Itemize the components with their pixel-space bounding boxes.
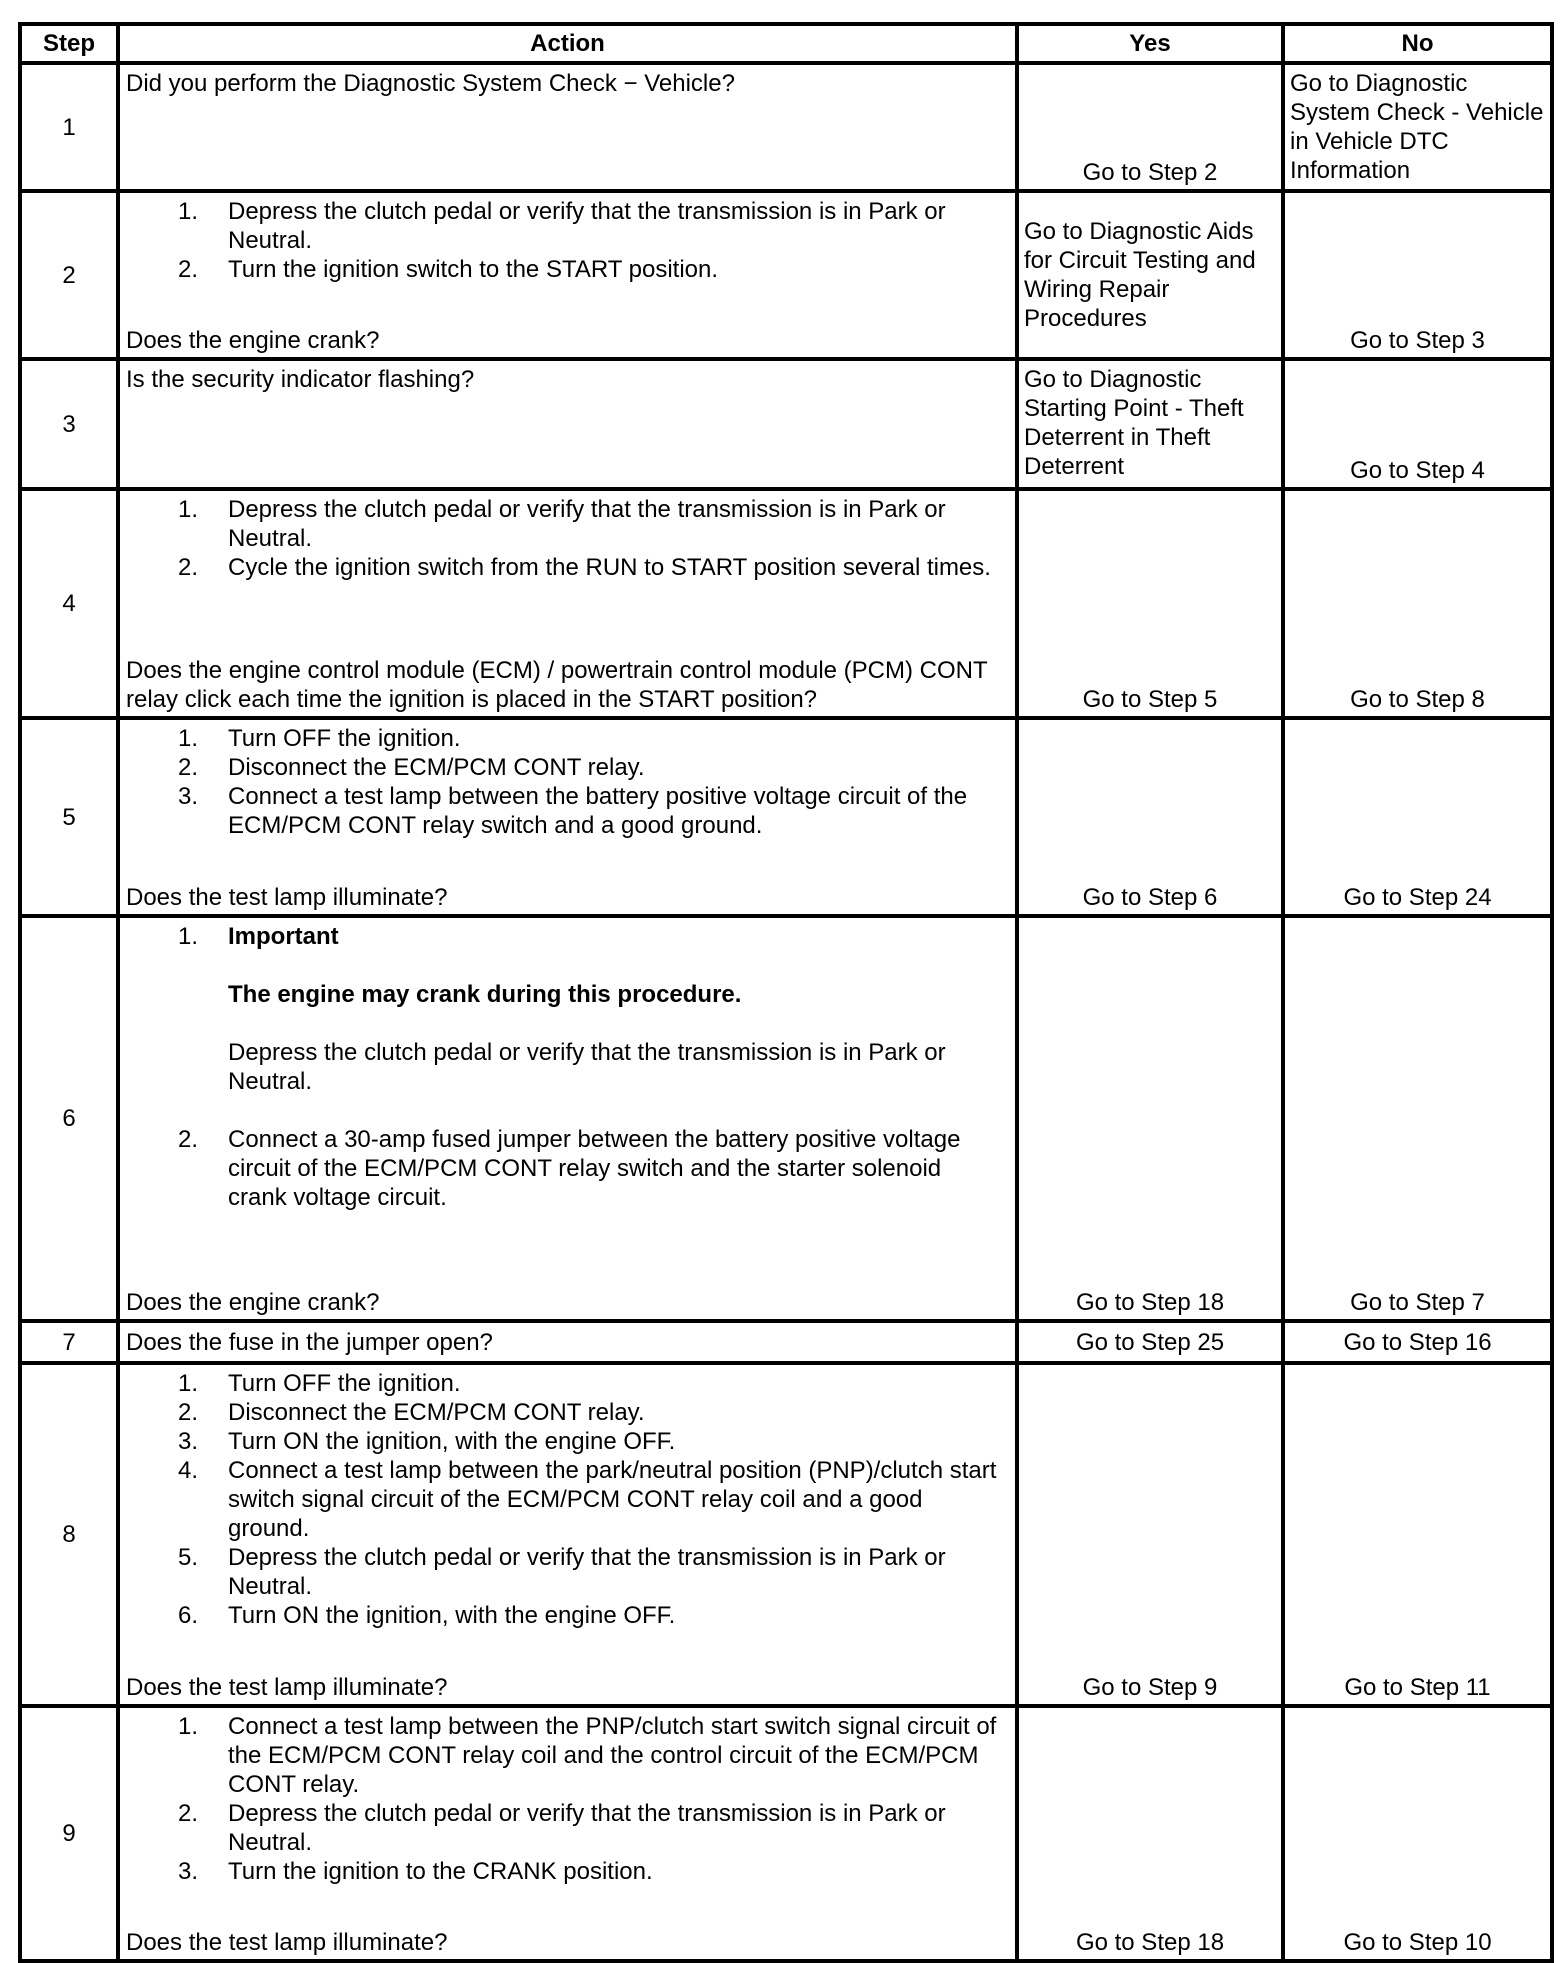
no-cell — [1283, 1706, 1552, 1961]
action-steps-list — [126, 495, 1009, 582]
action-question: Does the engine crank? — [126, 327, 380, 354]
yes-cell — [1017, 63, 1283, 191]
no-cell — [1283, 916, 1552, 1321]
action-steps-list — [126, 1712, 1009, 1886]
step-number: 3 — [20, 359, 118, 489]
action-cell — [118, 489, 1017, 718]
yes-goto-link[interactable]: Go to Step 2 — [1082, 159, 1218, 186]
header-action: Action — [118, 24, 1017, 63]
action-steps-list — [126, 724, 1009, 840]
no-goto-link[interactable]: Go to Step 4 — [1350, 457, 1485, 484]
header-no: No — [1283, 24, 1552, 63]
yes-goto-link[interactable]: Go to Step 18 — [1075, 1289, 1225, 1316]
table-row — [20, 63, 1552, 191]
table-row — [20, 359, 1552, 489]
important-note: The engine may crank during this procedure. — [228, 981, 742, 1008]
list-item: 2. Turn the ignition switch to the START position. — [177, 256, 719, 283]
step-number: 6 — [20, 916, 118, 1321]
action-question: Does the engine control module (ECM) / powertrain control module (PCM) CONT relay click each time the ignition is placed in the START position? — [126, 657, 988, 713]
table-row — [20, 916, 1552, 1321]
list-item-text: Depress the clutch pedal or verify that the transmission is in Park or Neutral. — [228, 1039, 946, 1095]
action-question: Is the security indicator flashing? — [126, 366, 475, 393]
list-item: 1. Turn OFF the ignition. — [177, 1370, 461, 1397]
table-row — [20, 489, 1552, 718]
yes-cell — [1017, 718, 1283, 916]
yes-goto-link[interactable]: Go to Step 5 — [1082, 686, 1218, 713]
action-question: Did you perform the Diagnostic System Check − Vehicle? — [126, 70, 735, 97]
table-row — [20, 718, 1552, 916]
no-cell — [1283, 359, 1552, 489]
no-cell — [1283, 1363, 1552, 1706]
action-steps-list — [126, 922, 1009, 1212]
step-number: 8 — [20, 1363, 118, 1706]
header-step: Step — [20, 24, 118, 63]
no-goto-link[interactable]: Go to Step 7 — [1350, 1289, 1485, 1316]
list-item: 5. Depress the clutch pedal or verify that the transmission is in Park or Neutral. — [177, 1544, 946, 1600]
yes-cell — [1017, 489, 1283, 718]
action-question: Does the fuse in the jumper open? — [126, 1328, 493, 1356]
action-cell — [118, 1321, 1017, 1363]
list-item: 2. Cycle the ignition switch from the RUN to START position several times. — [177, 554, 991, 581]
no-cell — [1283, 1321, 1552, 1363]
list-item: 6. Turn ON the ignition, with the engine OFF. — [177, 1602, 676, 1629]
yes-cell — [1017, 191, 1283, 359]
no-goto-link[interactable]: Go to Step 3 — [1350, 327, 1485, 354]
step-number: 2 — [20, 191, 118, 359]
yes-goto-link[interactable]: Go to Diagnostic Starting Point - Theft Deterrent in Theft Deterrent — [1024, 366, 1244, 480]
list-item: 2. Disconnect the ECM/PCM CONT relay. — [177, 754, 645, 781]
action-cell — [118, 718, 1017, 916]
no-goto-link[interactable]: Go to Step 10 — [1343, 1929, 1492, 1956]
yes-cell — [1017, 359, 1283, 489]
list-item: 2. Depress the clutch pedal or verify that the transmission is in Park or Neutral. — [177, 1800, 946, 1856]
list-item: 1. Depress the clutch pedal or verify that the transmission is in Park or Neutral. — [177, 198, 946, 254]
yes-goto-link[interactable]: Go to Step 18 — [1075, 1929, 1225, 1956]
header-yes: Yes — [1017, 24, 1283, 63]
no-goto-link[interactable]: Go to Diagnostic System Check - Vehicle in Vehicle DTC Information — [1290, 70, 1544, 184]
action-steps-list — [126, 197, 1009, 284]
list-item: 3. Turn the ignition to the CRANK position. — [177, 1858, 653, 1885]
yes-goto-link[interactable]: Go to Diagnostic Aids for Circuit Testing and Wiring Repair Procedures — [1024, 218, 1256, 332]
yes-goto-link[interactable]: Go to Step 25 — [1075, 1328, 1225, 1356]
list-item: 4. Connect a test lamp between the park/neutral position (PNP)/clutch start switch signal circuit of the ECM/PCM CONT relay coil and a good ground. — [177, 1457, 997, 1542]
action-cell — [118, 191, 1017, 359]
action-question: Does the engine crank? — [126, 1289, 380, 1316]
action-steps-list — [126, 1369, 1009, 1630]
action-cell — [118, 359, 1017, 489]
step-number: 1 — [20, 63, 118, 191]
yes-cell — [1017, 1321, 1283, 1363]
list-item: 3. Connect a test lamp between the battery positive voltage circuit of the ECM/PCM CONT relay switch and a good ground. — [177, 783, 968, 839]
action-cell — [118, 1363, 1017, 1706]
step-number: 9 — [20, 1706, 118, 1961]
action-cell — [118, 916, 1017, 1321]
table-row — [20, 1321, 1552, 1363]
important-label: Important — [228, 923, 339, 950]
table-row — [20, 1706, 1552, 1961]
step-number: 4 — [20, 489, 118, 718]
table-row — [20, 1363, 1552, 1706]
yes-goto-link[interactable]: Go to Step 9 — [1082, 1674, 1218, 1701]
action-cell — [118, 1706, 1017, 1961]
no-goto-link[interactable]: Go to Step 8 — [1350, 686, 1485, 713]
no-goto-link[interactable]: Go to Step 11 — [1344, 1674, 1491, 1701]
yes-goto-link[interactable]: Go to Step 6 — [1082, 884, 1218, 911]
list-item: 1. Important The engine may crank during this procedure. Depress the clutch pedal or verify that the transmission is in Park or Neutral. — [126, 922, 1009, 1125]
no-cell — [1283, 489, 1552, 718]
action-question: Does the test lamp illuminate? — [126, 1674, 448, 1701]
action-question: Does the test lamp illuminate? — [126, 1929, 448, 1956]
list-item: 2. Disconnect the ECM/PCM CONT relay. — [177, 1399, 645, 1426]
yes-cell — [1017, 916, 1283, 1321]
header-row — [20, 24, 1552, 63]
list-item: 3. Turn ON the ignition, with the engine OFF. — [177, 1428, 676, 1455]
no-goto-link[interactable]: Go to Step 16 — [1343, 1328, 1492, 1356]
list-item: 2. Connect a 30-amp fused jumper between the battery positive voltage circuit of the ECM/PCM CONT relay switch and the starter solenoid crank voltage circuit. — [177, 1126, 961, 1211]
list-item: 1. Turn OFF the ignition. — [177, 725, 461, 752]
yes-cell — [1017, 1706, 1283, 1961]
no-cell — [1283, 63, 1552, 191]
no-cell — [1283, 718, 1552, 916]
diagnostic-table — [18, 22, 1554, 1963]
action-question: Does the test lamp illuminate? — [126, 884, 448, 911]
yes-cell — [1017, 1363, 1283, 1706]
table-row — [20, 191, 1552, 359]
action-cell — [118, 63, 1017, 191]
step-number: 5 — [20, 718, 118, 916]
no-cell — [1283, 191, 1552, 359]
step-number: 7 — [20, 1321, 118, 1363]
list-item: 1. Connect a test lamp between the PNP/clutch start switch signal circuit of the ECM/PCM CONT relay coil and the control circuit of the ECM/PCM CONT relay. — [177, 1713, 997, 1798]
no-goto-link[interactable]: Go to Step 24 — [1343, 884, 1492, 911]
list-item: 1. Depress the clutch pedal or verify that the transmission is in Park or Neutral. — [177, 496, 946, 552]
